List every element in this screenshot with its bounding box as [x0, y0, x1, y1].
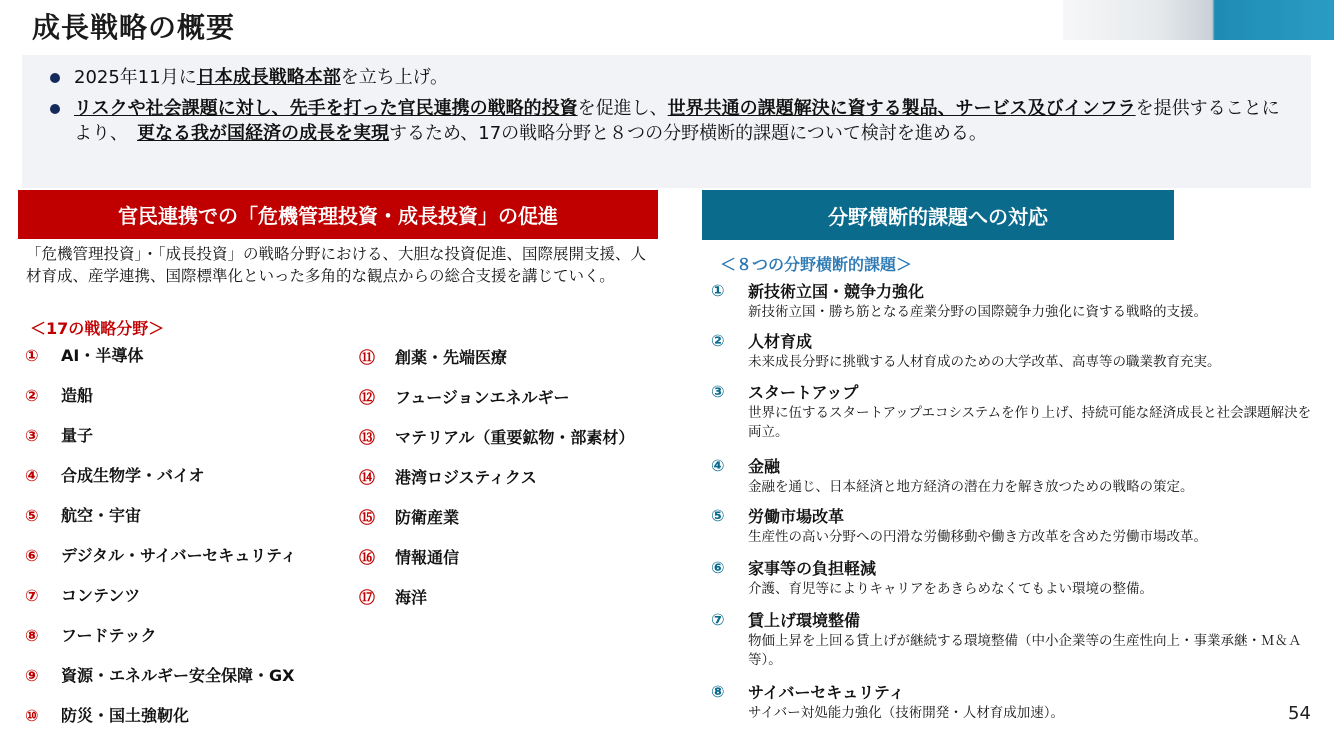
summary-b1-post: を立ち上げ。: [340, 67, 448, 88]
summary-bullet-1: [50, 65, 1285, 90]
cross-issue-title: 賃上げ環境整備: [748, 611, 861, 630]
sector-number: ⑩: [25, 706, 39, 725]
cross-issue-description: 金融を通じ、日本経済と地方経済の潜在力を解き放つための戦略の策定。: [748, 479, 1194, 495]
sector-item: [25, 463, 205, 486]
cross-issue-item: [711, 610, 1321, 670]
summary-b1-pre: 2025年11月に: [74, 67, 197, 88]
cross-issue-number: ①: [711, 281, 725, 300]
cross-issue-description: サイバー対処能力強化（技術開発・人材育成加速）。: [748, 705, 1065, 721]
sector-label: フュージョンエネルギー: [395, 388, 570, 407]
cross-issue-title: 労働市場改革: [748, 507, 845, 526]
cross-issue-number: ③: [711, 382, 725, 401]
cross-issue-item: [711, 382, 1321, 442]
summary-bullet-2: [50, 96, 1285, 146]
cross-issue-description: 介護、育児等によりキャリアをあきらめなくてもよい環境の整備。: [748, 581, 1153, 597]
sector-item: [359, 345, 507, 368]
sector-label: コンテンツ: [61, 586, 141, 605]
sector-number: ⑪: [359, 348, 376, 367]
cross-issue-number: ④: [711, 456, 725, 475]
sector-label: AI・半導体: [61, 346, 144, 365]
cross-issue-title: 人材育成: [748, 332, 813, 351]
cross-issue-title: 金融: [748, 457, 781, 476]
cross-issue-number: ⑧: [711, 682, 725, 701]
sector-label: 防災・国土強靭化: [61, 706, 190, 725]
sector-item: [359, 385, 570, 408]
cross-issue-number: ⑤: [711, 506, 725, 525]
left-section-header: 官民連携での「危機管理投資・成長投資」の促進: [18, 190, 658, 239]
page-title: 成長戦略の概要: [32, 11, 236, 44]
sector-item: [25, 623, 157, 646]
sector-label: フードテック: [61, 626, 157, 645]
summary-box: [22, 55, 1311, 188]
bullet-dot-icon: [50, 73, 60, 83]
sector-item: [25, 583, 140, 606]
sector-number: ⑫: [359, 388, 376, 407]
cross-issue-title: サイバーセキュリティ: [748, 683, 905, 702]
sector-item: [25, 423, 93, 446]
sector-label: 合成生物学・バイオ: [61, 466, 205, 485]
cross-issue-description: 新技術立国・勝ち筋となる産業分野の国際競争力強化に資する戦略的支援。: [748, 304, 1207, 320]
sector-number: ⑧: [25, 626, 39, 645]
left-intro-text: 「危機管理投資」・「成長投資」の戦略分野における、大胆な投資促進、国際展開支援、人材育成、産学連携、国際標準化といった多角的な観点からの総合支援を講じていく。: [26, 245, 647, 285]
sector-number: ⑬: [359, 428, 376, 447]
sector-number: ③: [25, 426, 39, 445]
sector-number: ⑮: [359, 508, 376, 527]
sector-label: 防衛産業: [395, 508, 460, 527]
cross-issue-description: 生産性の高い分野への円滑な労働移動や働き方改革を含めた労働市場改革。: [748, 529, 1207, 545]
cross-issue-item: [711, 506, 1321, 547]
sector-item: [25, 383, 93, 406]
cross-issue-number: ⑦: [711, 610, 725, 629]
sector-number: ⑰: [359, 588, 376, 607]
summary-b2-text-2: を提供することにより、: [74, 98, 1280, 144]
cross-issue-item: [711, 682, 1321, 723]
sector-item: [359, 585, 427, 608]
sector-item: [359, 505, 459, 528]
sector-label: マテリアル（重要鉱物・部素材）: [395, 428, 635, 447]
summary-b2-emphasis-3: 更なる我が国経済の成長を実現: [137, 123, 389, 144]
cross-issue-title: 新技術立国・競争力強化: [748, 282, 925, 301]
cross-issue-item: [711, 456, 1321, 497]
sector-label: 海洋: [395, 588, 428, 607]
sector-label: デジタル・サイバーセキュリティ: [61, 546, 297, 565]
sector-item: [359, 545, 459, 568]
sector-number: ⑦: [25, 586, 39, 605]
sector-item: [25, 543, 297, 566]
sector-number: ⑥: [25, 546, 39, 565]
sector-label: 造船: [61, 386, 94, 405]
sector-number: ⑤: [25, 506, 39, 525]
cross-issue-title: 家事等の負担軽減: [748, 559, 877, 578]
sector-label: 資源・エネルギー安全保障・GX: [61, 666, 295, 685]
sector-number: ⑯: [359, 548, 376, 567]
sector-number: ⑨: [25, 666, 39, 685]
sector-item: [359, 465, 537, 488]
bullet-dot-icon: [50, 104, 60, 114]
cross-issue-description: 物価上昇を上回る賃上げが継続する環境整備（中小企業等の生産性向上・事業承継・Ｍ＆Ａ等）。: [748, 633, 1302, 668]
cross-issue-number: ⑥: [711, 558, 725, 577]
cross-issue-description: 未来成長分野に挑戦する人材育成のための大学改革、高専等の職業教育充実。: [748, 354, 1221, 370]
page-number: 54: [1288, 703, 1311, 724]
summary-b2-emphasis-1: リスクや社会課題に対し、先手を打った官民連携の戦略的投資: [74, 98, 578, 119]
sector-label: 港湾ロジスティクス: [395, 468, 537, 487]
sector-number: ⑭: [359, 468, 376, 487]
summary-b2-emphasis-2: 世界共通の課題解決に資する製品、サービス及びインフラ: [667, 98, 1136, 119]
sector-label: 創薬・先端医療: [395, 348, 508, 367]
sector-item: [25, 343, 143, 366]
cross-issue-description: 世界に伍するスタートアップエコシステムを作り上げ、持続可能な経済成長と社会課題解決を両立。: [748, 405, 1312, 440]
cross-issue-item: [711, 331, 1321, 372]
sector-item: [359, 425, 634, 448]
cross-issue-number: ②: [711, 331, 725, 350]
sector-number: ①: [25, 346, 39, 365]
summary-b2-text-1: を促進し、: [577, 98, 668, 119]
sector-item: [25, 703, 189, 726]
summary-b1-emphasis: 日本成長戦略本部: [196, 67, 341, 88]
right-section-header: 分野横断的課題への対応: [702, 190, 1174, 240]
cross-issue-item: [711, 558, 1321, 599]
header-decoration: [1063, 0, 1334, 40]
cross-issues-subtitle: ＜８つの分野横断的課題＞: [720, 255, 913, 274]
sector-item: [25, 503, 141, 526]
sector-item: [25, 663, 294, 686]
cross-issue-item: [711, 281, 1321, 322]
sector-label: 量子: [61, 426, 94, 445]
strategic-sectors-subtitle: ＜17の戦略分野＞: [30, 319, 165, 338]
sector-label: 情報通信: [395, 548, 460, 567]
sector-number: ④: [25, 466, 39, 485]
sector-label: 航空・宇宙: [61, 506, 142, 525]
cross-issue-title: スタートアップ: [748, 383, 859, 402]
sector-number: ②: [25, 386, 39, 405]
summary-b2-text-3: するため、17の戦略分野と８つの分野横断的課題について検討を進める。: [389, 123, 987, 144]
